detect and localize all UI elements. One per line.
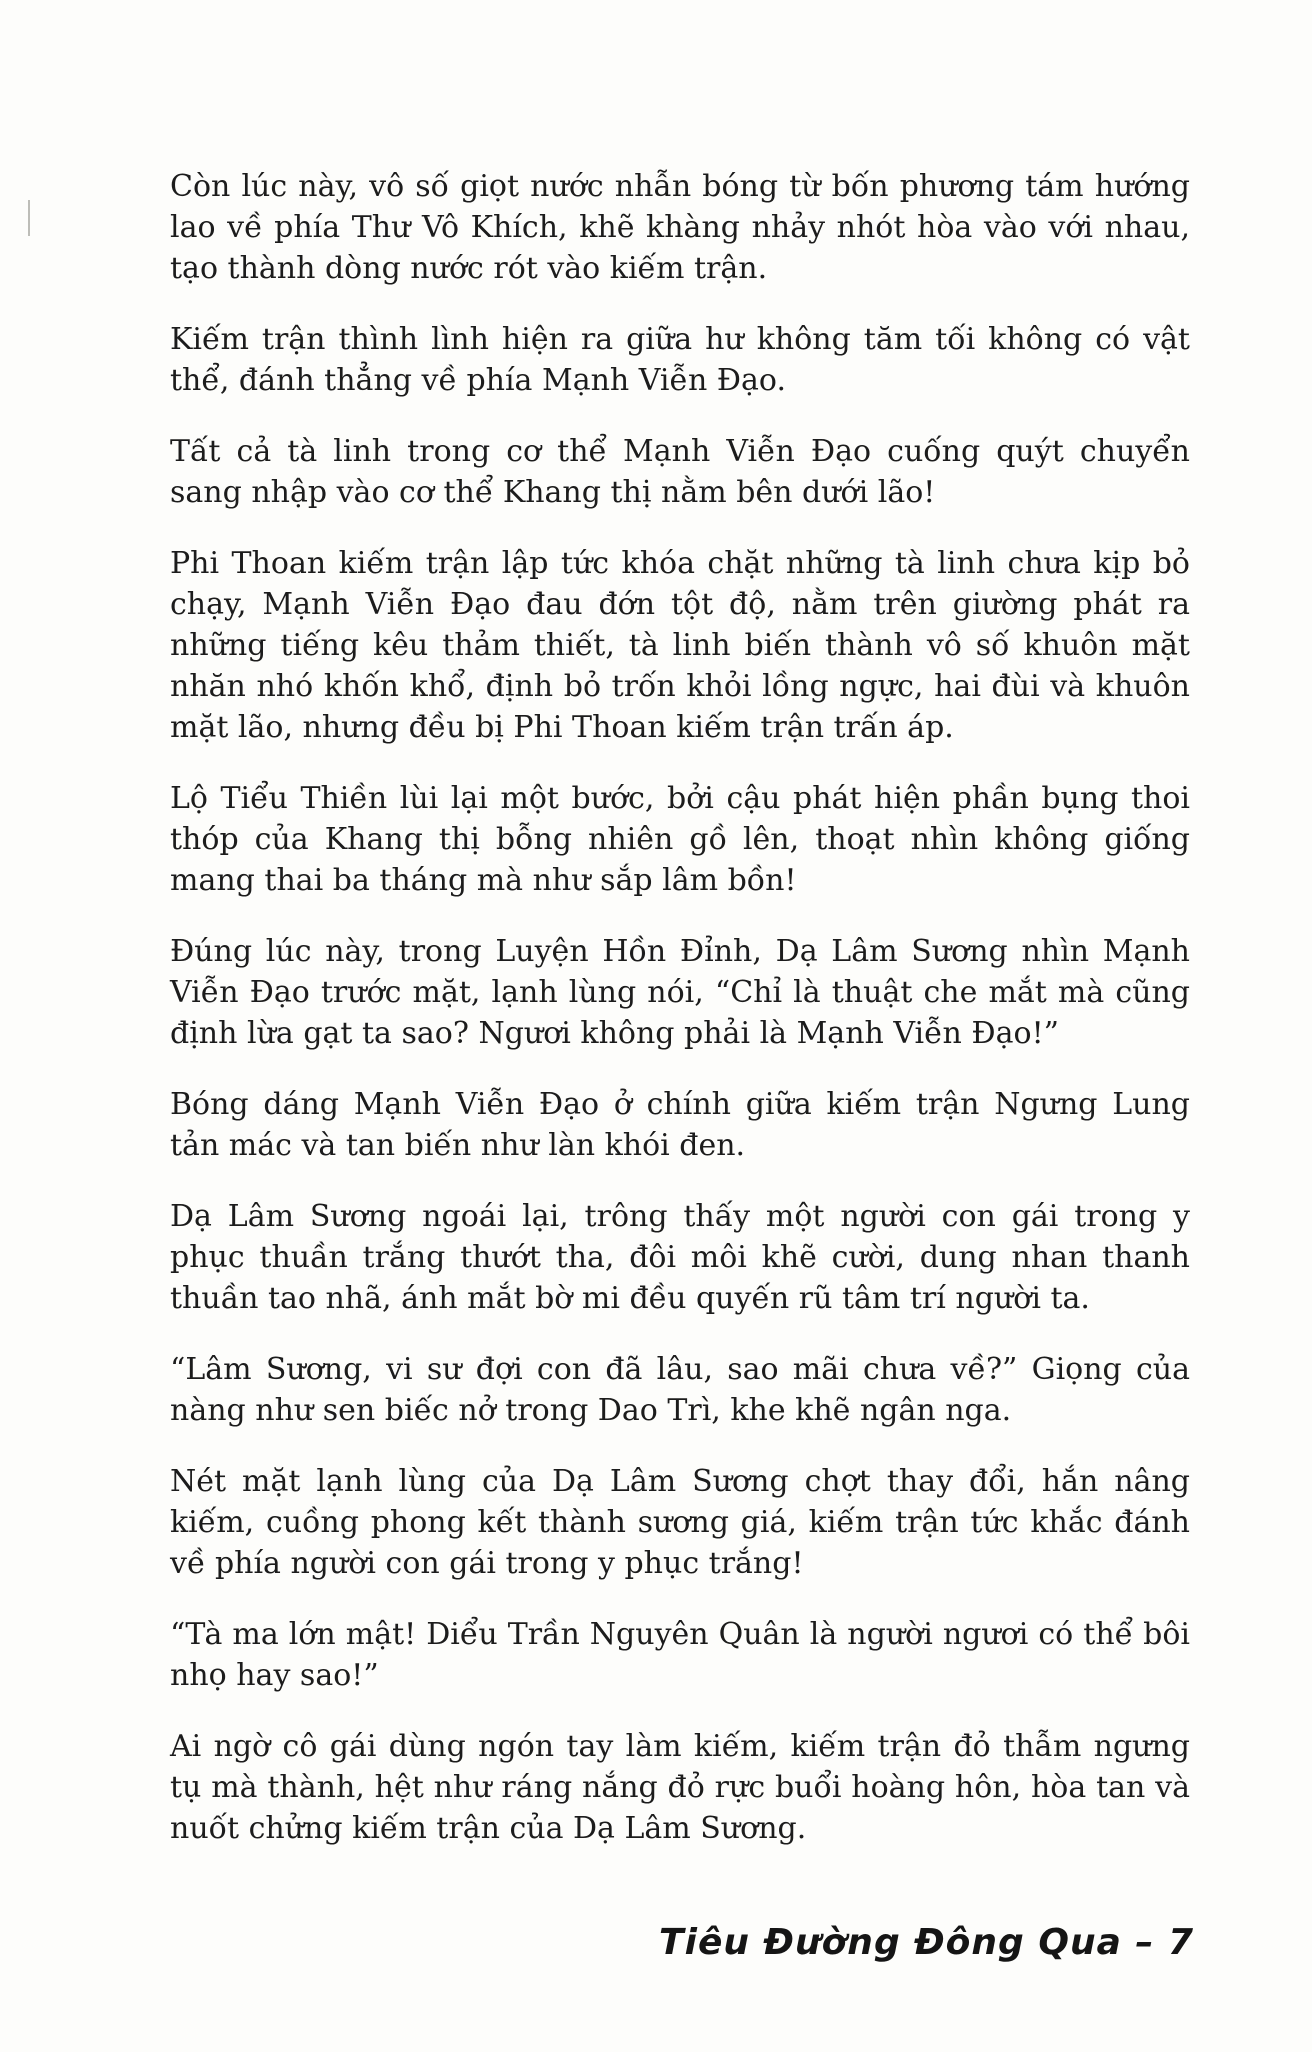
gutter-mark xyxy=(28,200,30,236)
paragraph-12: Ai ngờ cô gái dùng ngón tay làm kiếm, kiếm trận đỏ thẫm ngưng tụ mà thành, hệt như ráng nắng đỏ rực buổi hoàng hôn, hòa tan và nuốt chửng kiếm trận của Dạ Lâm Sương. xyxy=(170,1729,1190,1846)
paragraph-4: Phi Thoan kiếm trận lập tức khóa chặt những tà linh chưa kịp bỏ chạy, Mạnh Viễn Đạo đau đớn tột độ, nằm trên giường phát ra những tiếng kêu thảm thiết, tà linh biến thành vô số khuôn mặt nhăn nhó khốn khổ, định bỏ trốn khỏi lồng ngực, hai đùi và khuôn mặt lão, nhưng đều bị Phi Thoan kiếm trận trấn áp. xyxy=(170,546,1190,745)
paragraph-5: Lộ Tiểu Thiền lùi lại một bước, bởi cậu phát hiện phần bụng thoi thóp của Khang thị bỗng nhiên gồ lên, thoạt nhìn không giống mang thai ba tháng mà như sắp lâm bồn! xyxy=(170,781,1190,898)
running-title: Tiêu Đường Đông Qua xyxy=(659,1922,1122,1963)
paragraph-9: “Lâm Sương, vi sư đợi con đã lâu, sao mãi chưa về?” Giọng của nàng như sen biếc nở trong Dao Trì, khe khẽ ngân nga. xyxy=(170,1352,1190,1428)
body-text xyxy=(170,166,1190,1879)
footer-separator: – xyxy=(1121,1922,1168,1963)
paragraph-3: Tất cả tà linh trong cơ thể Mạnh Viễn Đạo cuống quýt chuyển sang nhập vào cơ thể Khang thị nằm bên dưới lão! xyxy=(170,434,1190,510)
paragraph-1: Còn lúc này, vô số giọt nước nhẫn bóng từ bốn phương tám hướng lao về phía Thư Vô Khích, khẽ khàng nhảy nhót hòa vào với nhau, tạo thành dòng nước rót vào kiếm trận. xyxy=(170,169,1190,286)
page-footer xyxy=(659,1922,1194,1963)
paragraph-6: Đúng lúc này, trong Luyện Hồn Đỉnh, Dạ Lâm Sương nhìn Mạnh Viễn Đạo trước mặt, lạnh lùng nói, “Chỉ là thuật che mắt mà cũng định lừa gạt ta sao? Ngươi không phải là Mạnh Viễn Đạo!” xyxy=(170,934,1190,1051)
paragraph-11: “Tà ma lớn mật! Diểu Trần Nguyên Quân là người ngươi có thể bôi nhọ hay sao!” xyxy=(170,1617,1190,1693)
paragraph-7: Bóng dáng Mạnh Viễn Đạo ở chính giữa kiếm trận Ngưng Lung tản mác và tan biến như làn khói đen. xyxy=(170,1087,1190,1163)
page-number: 7 xyxy=(1167,1922,1194,1963)
paragraph-2: Kiếm trận thình lình hiện ra giữa hư không tăm tối không có vật thể, đánh thẳng về phía Mạnh Viễn Đạo. xyxy=(170,322,1190,398)
paragraph-8: Dạ Lâm Sương ngoái lại, trông thấy một người con gái trong y phục thuần trắng thướt tha, đôi môi khẽ cười, dung nhan thanh thuần tao nhã, ánh mắt bờ mi đều quyến rũ tâm trí người ta. xyxy=(170,1199,1190,1316)
paragraph-10: Nét mặt lạnh lùng của Dạ Lâm Sương chợt thay đổi, hắn nâng kiếm, cuồng phong kết thành sương giá, kiếm trận tức khắc đánh về phía người con gái trong y phục trắng! xyxy=(170,1464,1190,1581)
